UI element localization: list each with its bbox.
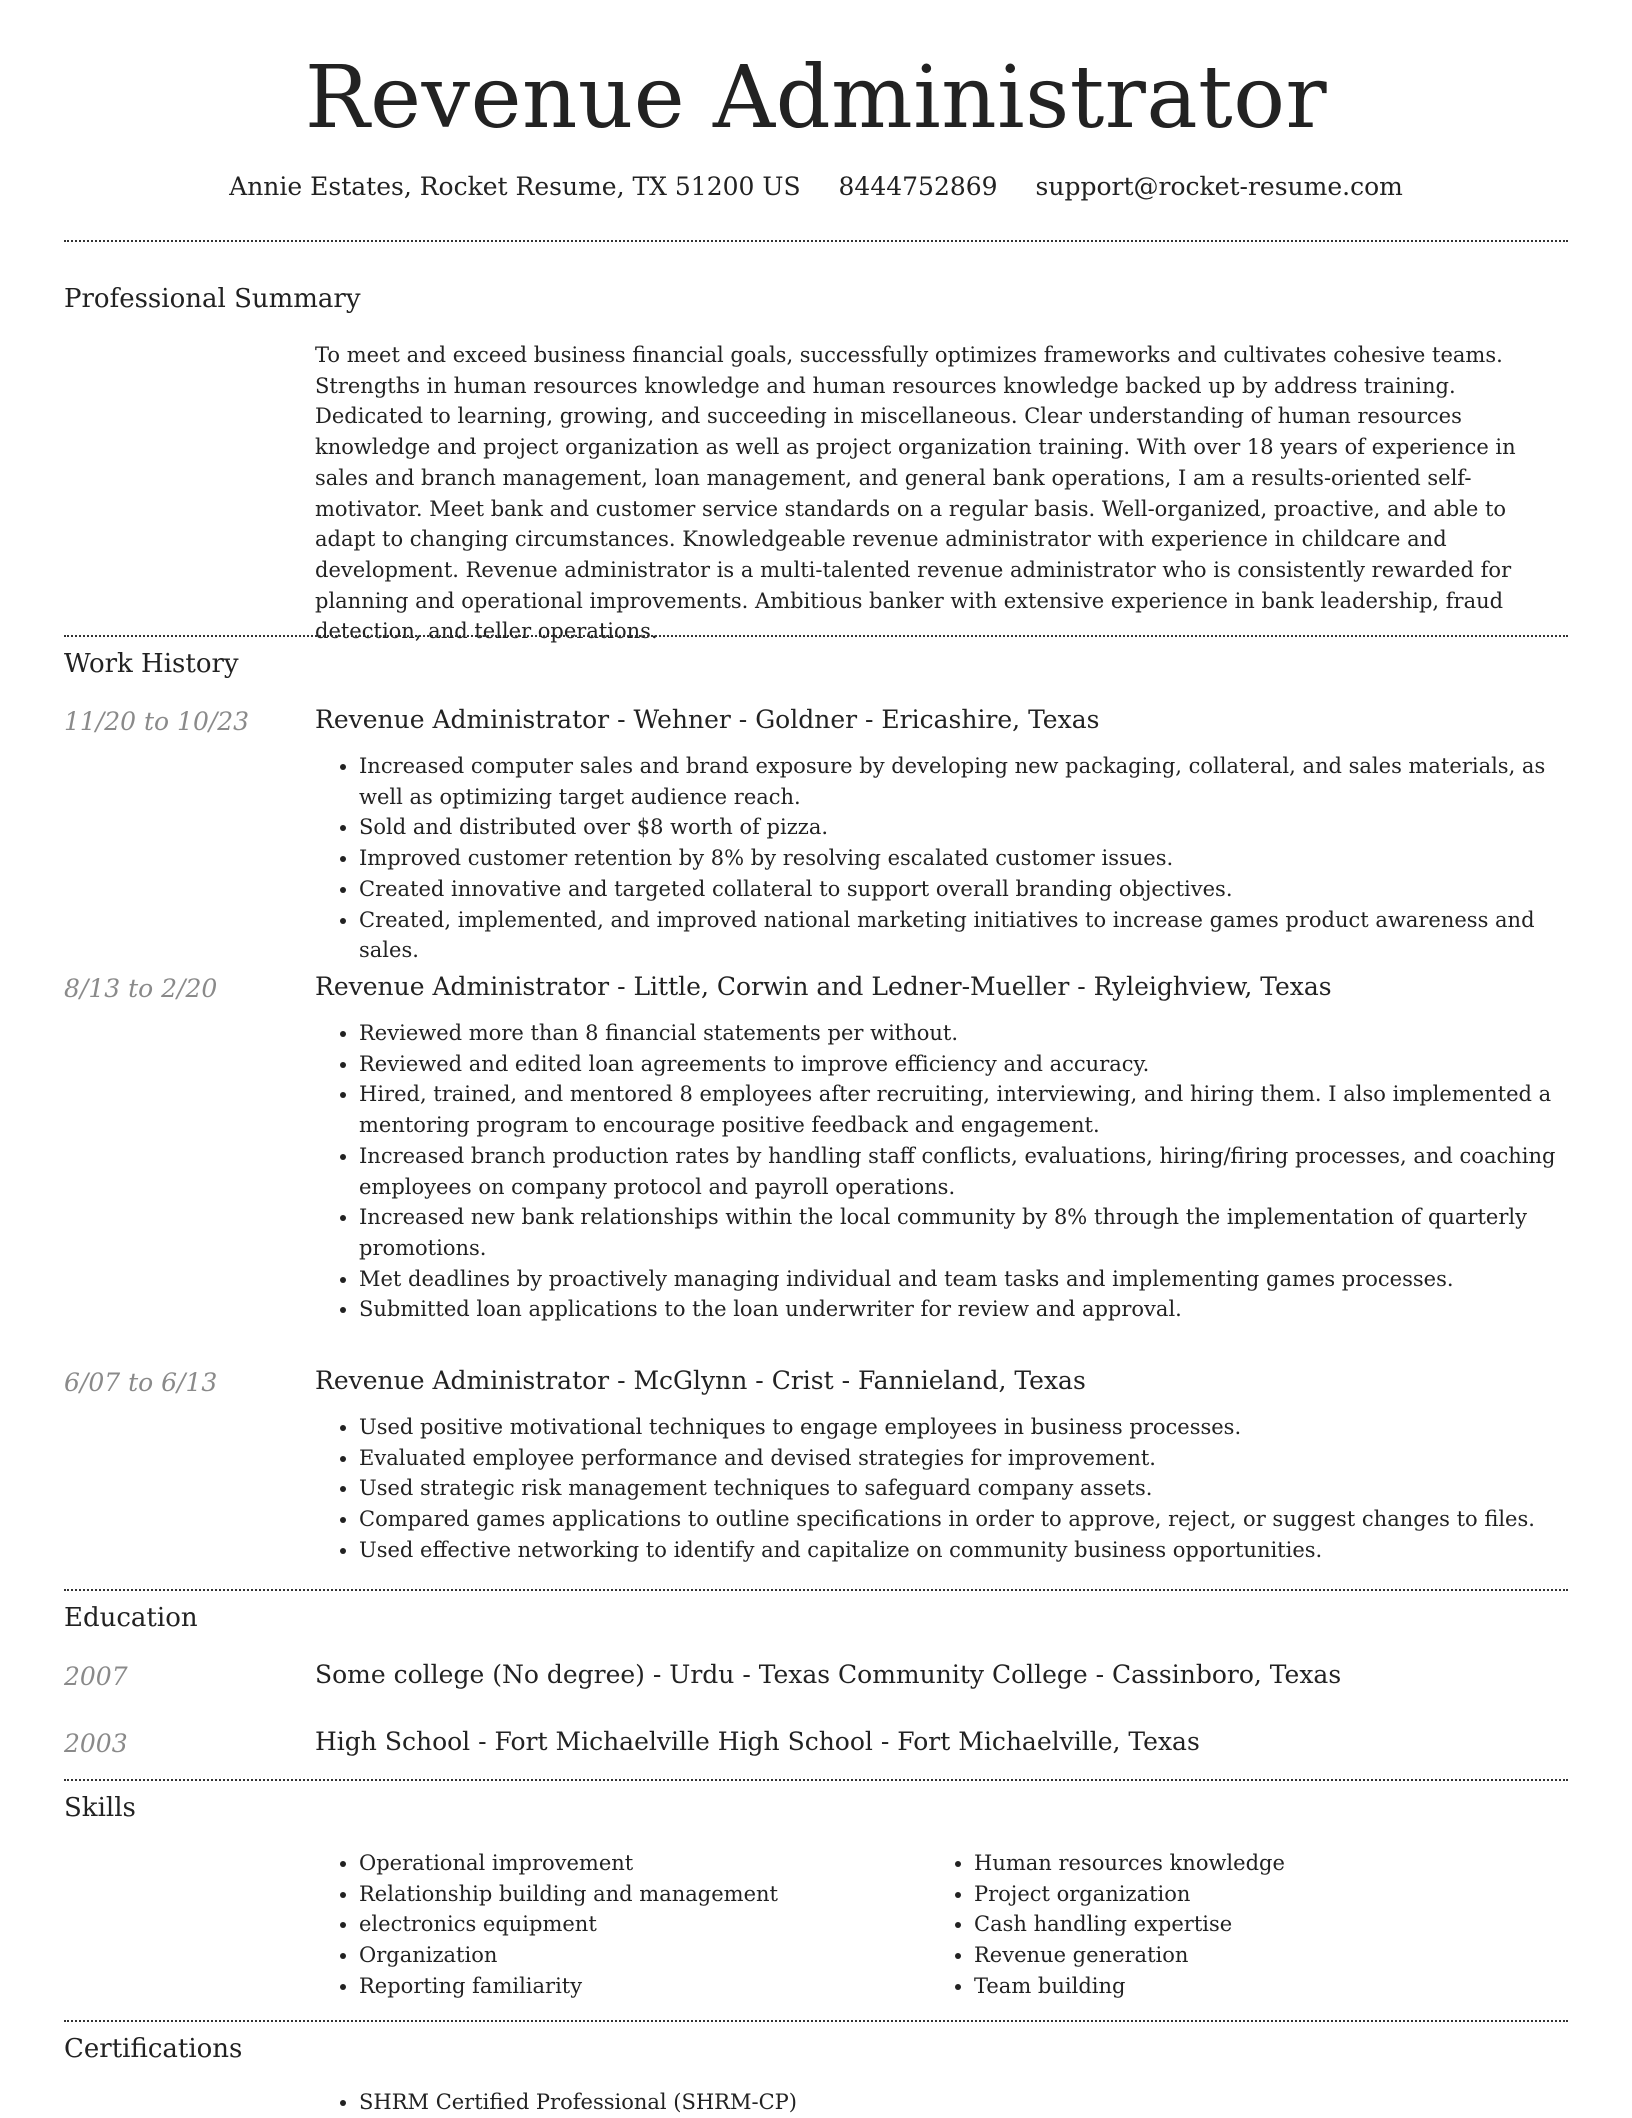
skills-list (315, 1848, 915, 2002)
job-bullets (315, 1018, 1560, 1325)
divider (64, 1589, 1568, 1591)
job-title: Revenue Administrator - Wehner - Goldner - Ericashire, Texas (315, 705, 1100, 734)
divider (64, 240, 1568, 242)
job-bullet: • Increased branch production rates by handling staff conflicts, evaluations, hiring/firing processes, and coaching employees on company protocol and payroll operations. (359, 1141, 1560, 1202)
certification-item: • SHRM Certified Professional (SHRM-CP) (359, 2087, 1560, 2118)
job-entry (315, 972, 1560, 1325)
work-history-heading: Work History (64, 649, 239, 679)
job-entry (315, 1366, 1560, 1566)
job-bullets (315, 1412, 1560, 1566)
job-title: Revenue Administrator - McGlynn - Crist - Fannieland, Texas (315, 1366, 1086, 1395)
job-entry (315, 705, 1560, 966)
job-bullet: • Sold and distributed over $8 worth of pizza. (359, 812, 1560, 843)
skill-item: • Relationship building and management (359, 1879, 915, 1910)
job-bullet: • Evaluated employee performance and devised strategies for improvement. (359, 1443, 1560, 1474)
skill-item: • Reporting familiarity (359, 1971, 915, 2002)
contact-email: support@rocket-resume.com (1035, 172, 1403, 201)
job-bullet: • Improved customer retention by 8% by resolving escalated customer issues. (359, 843, 1560, 874)
job-title: Revenue Administrator - Little, Corwin and Ledner-Mueller - Ryleighview, Texas (315, 972, 1332, 1001)
skill-item: • Cash handling expertise (974, 1909, 1530, 1940)
certifications-heading: Certifications (64, 2034, 243, 2064)
job-bullet: • Hired, trained, and mentored 8 employees after recruiting, interviewing, and hiring them. I also implemented a mentoring program to encourage positive feedback and engagement. (359, 1079, 1560, 1140)
summary-heading: Professional Summary (64, 284, 361, 314)
job-bullet: • Increased new bank relationships within the local community by 8% through the implementation of quarterly promotions. (359, 1202, 1560, 1263)
job-bullet: • Created innovative and targeted collateral to support overall branding objectives. (359, 874, 1560, 905)
education-entry (315, 1660, 1560, 1689)
contact-phone: 8444752869 (838, 172, 998, 201)
skill-item: • Human resources knowledge (974, 1848, 1530, 1879)
skills-column-left (315, 1848, 915, 2002)
job-bullet: • Met deadlines by proactively managing individual and team tasks and implementing games processes. (359, 1264, 1560, 1295)
job-bullet: • Increased computer sales and brand exposure by developing new packaging, collateral, and sales materials, as well as optimizing target audience reach. (359, 751, 1560, 812)
education-year: 2007 (64, 1662, 128, 1691)
skills-heading: Skills (64, 1793, 136, 1823)
skill-item: • Operational improvement (359, 1848, 915, 1879)
divider (64, 1779, 1568, 1781)
skills-column-right (930, 1848, 1530, 2002)
summary-text: To meet and exceed business financial goals, successfully optimizes frameworks and cultivates cohesive teams. Strengths in human resources knowledge and human resources knowledge backed up by address training. Dedicated to learning, growing, and succeeding in miscellaneous. Clear understanding of human resources knowledge and project organization as well as project organization training. With over 18 years of experience in sales and branch management, loan management, and general bank operations, I am a results-oriented self-motivator. Meet bank and customer service standards on a regular basis. Well-organized, proactive, and able to adapt to changing circumstances. Knowledgeable revenue administrator with experience in childcare and development. Revenue administrator is a multi-talented revenue administrator who is consistently rewarded for planning and operational improvements. Ambitious banker with extensive experience in bank leadership, fraud detection, and teller operations. (315, 343, 1516, 644)
skill-item: • electronics equipment (359, 1909, 915, 1940)
job-bullet: • Reviewed more than 8 financial statements per without. (359, 1018, 1560, 1049)
skill-item: • Project organization (974, 1879, 1530, 1910)
education-heading: Education (64, 1603, 198, 1633)
divider (64, 635, 1568, 637)
job-dates: 11/20 to 10/23 (64, 707, 250, 736)
contact-line (0, 172, 1632, 201)
job-dates: 8/13 to 2/20 (64, 974, 218, 1003)
job-bullet: • Used effective networking to identify and capitalize on community business opportunities. (359, 1535, 1560, 1566)
resume-title: Revenue Administrator (304, 48, 1328, 148)
job-bullets (315, 751, 1560, 966)
job-bullet: • Submitted loan applications to the loan underwriter for review and approval. (359, 1294, 1560, 1325)
contact-address: Annie Estates, Rocket Resume, TX 51200 US (229, 172, 801, 201)
job-bullet: • Reviewed and edited loan agreements to improve efficiency and accuracy. (359, 1049, 1560, 1080)
divider (64, 2020, 1568, 2022)
skill-item: • Revenue generation (974, 1940, 1530, 1971)
job-bullet: • Created, implemented, and improved national marketing initiatives to increase games product awareness and sales. (359, 905, 1560, 966)
certifications-section (315, 2087, 1560, 2118)
job-bullet: • Used strategic risk management techniques to safeguard company assets. (359, 1473, 1560, 1504)
certifications-list (315, 2087, 1560, 2118)
job-bullet: • Used positive motivational techniques to engage employees in business processes. (359, 1412, 1560, 1443)
job-bullet: • Compared games applications to outline specifications in order to approve, reject, or suggest changes to files. (359, 1504, 1560, 1535)
education-entry (315, 1727, 1560, 1756)
education-text: High School - Fort Michaelville High School - Fort Michaelville, Texas (315, 1727, 1200, 1756)
job-dates: 6/07 to 6/13 (64, 1368, 218, 1397)
education-year: 2003 (64, 1729, 128, 1758)
skill-item: • Team building (974, 1971, 1530, 2002)
skill-item: • Organization (359, 1940, 915, 1971)
summary-section (315, 340, 1560, 647)
education-text: Some college (No degree) - Urdu - Texas Community College - Cassinboro, Texas (315, 1660, 1342, 1689)
skills-list (930, 1848, 1530, 2002)
